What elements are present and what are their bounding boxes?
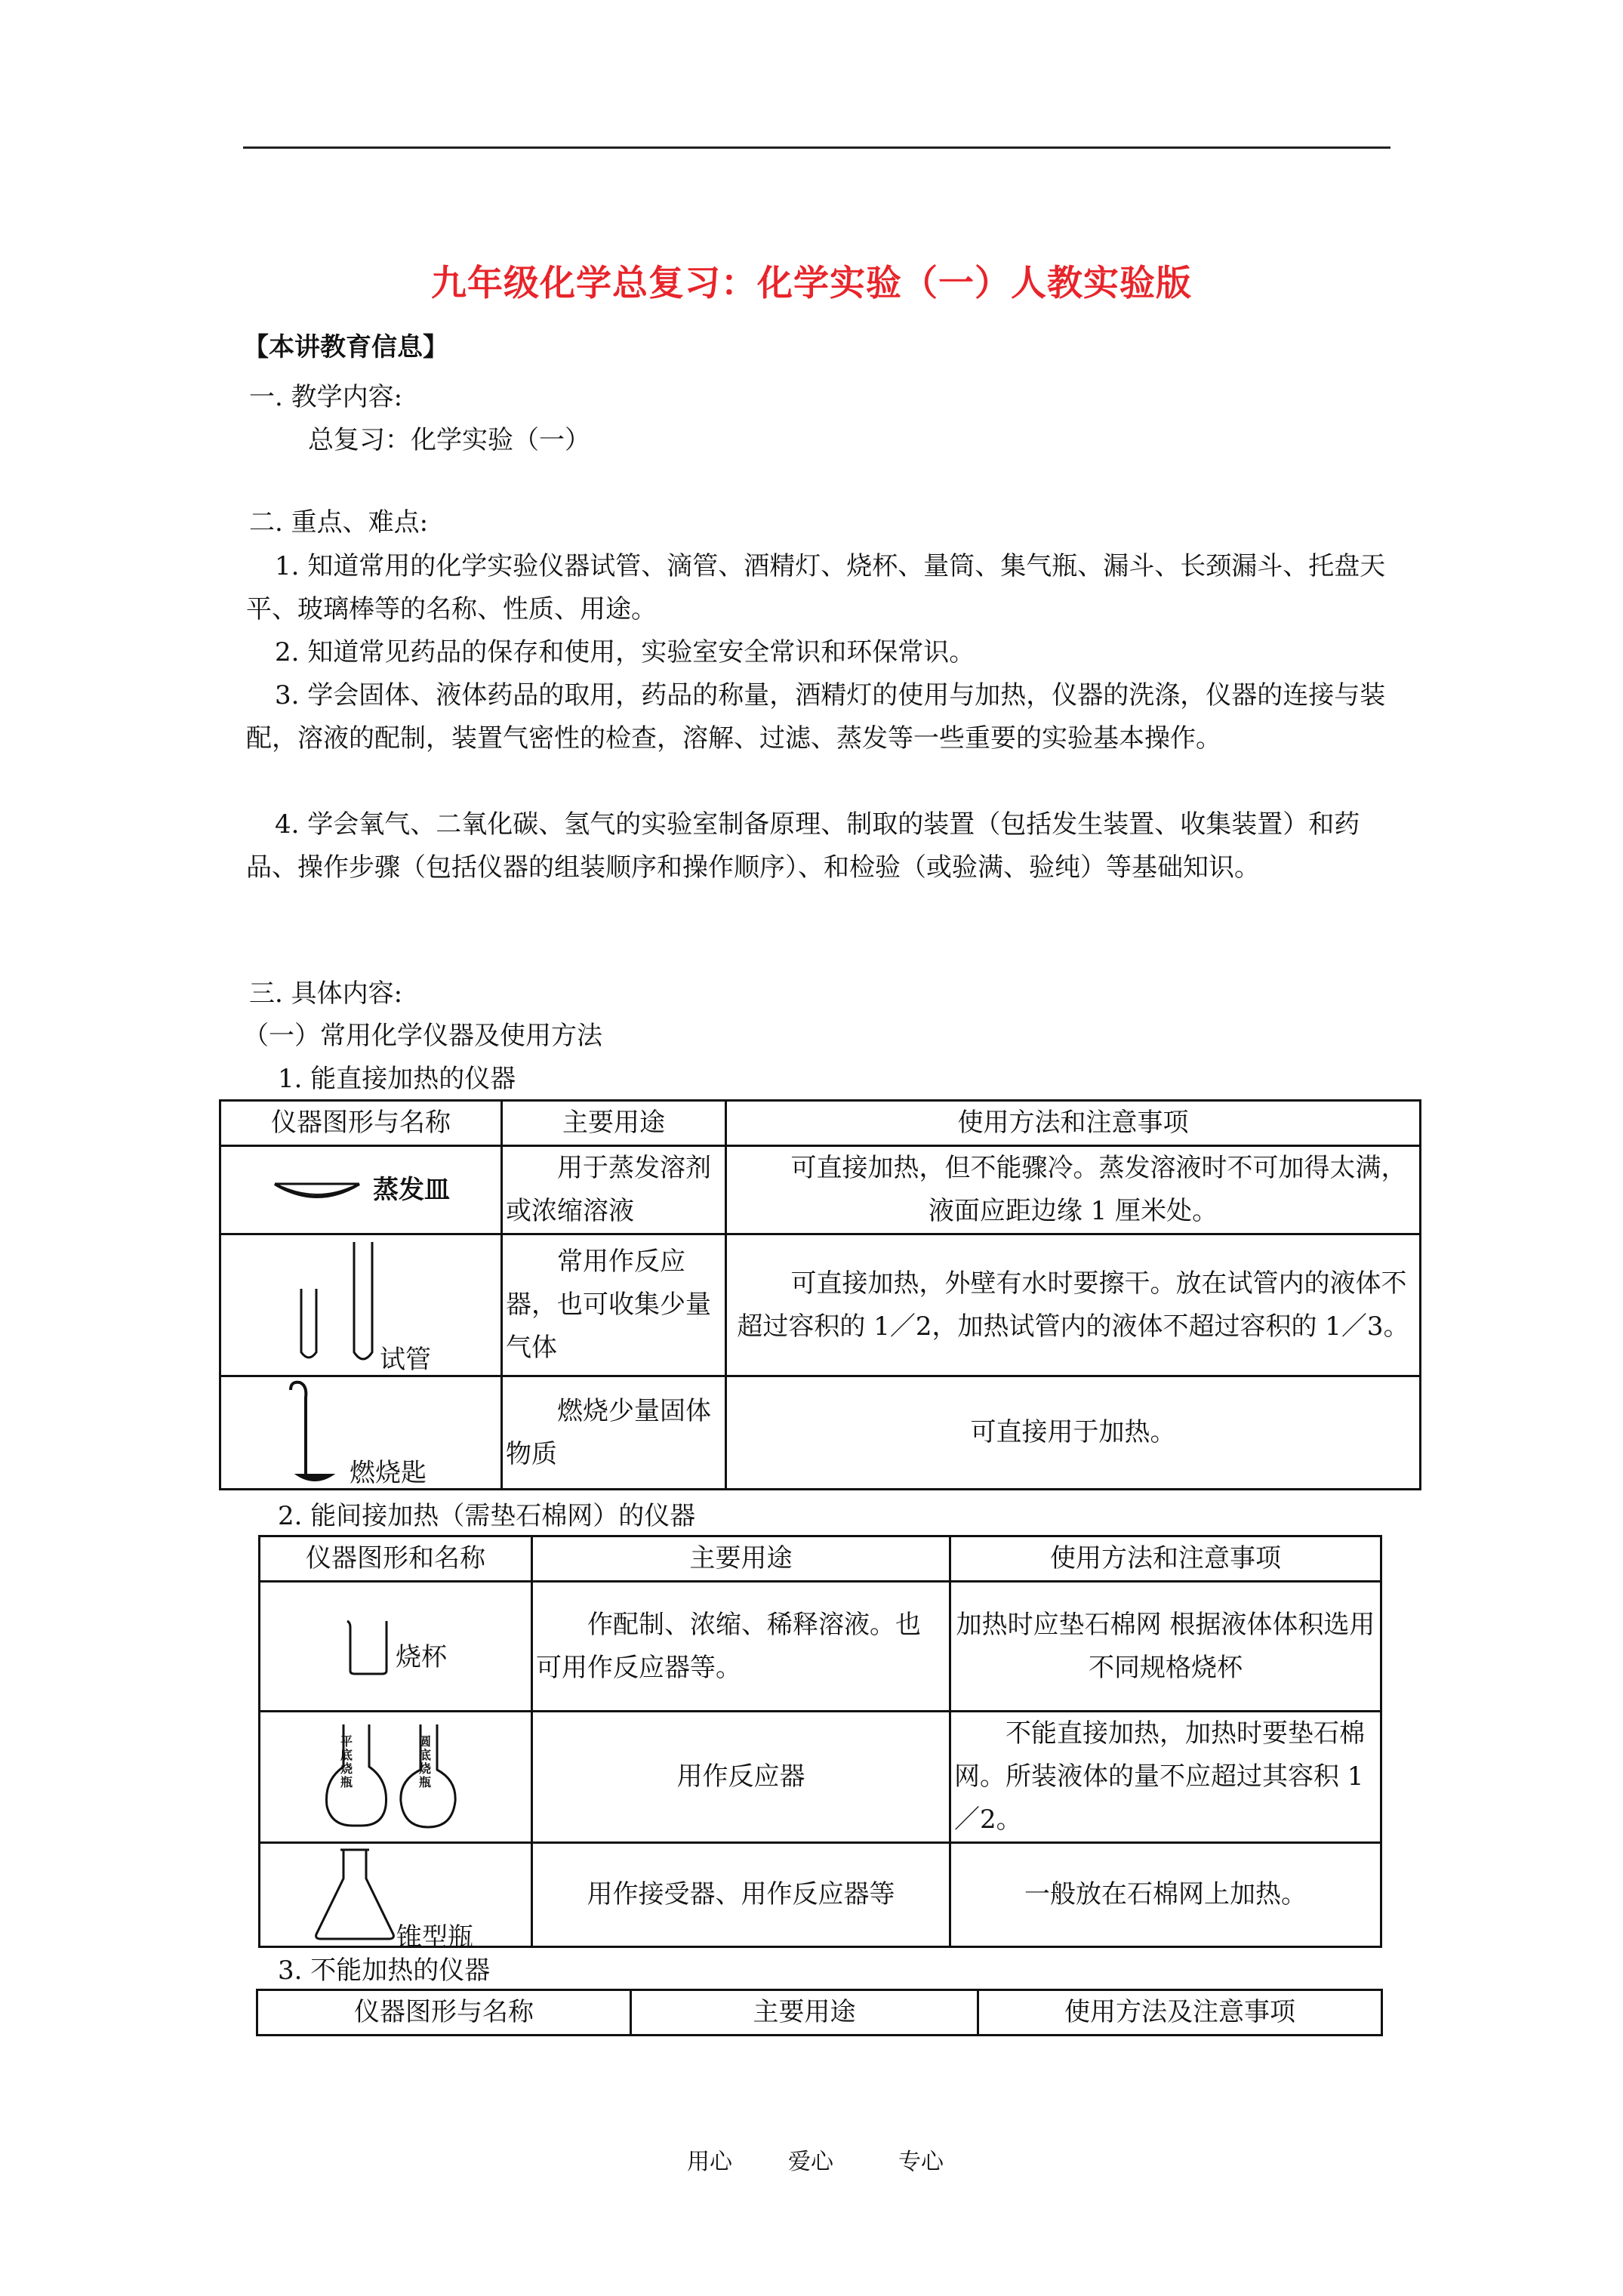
- s1-body: 总复习：化学实验（一）: [308, 425, 590, 455]
- instrument-name: 试管: [380, 1344, 431, 1375]
- table3-heading: 3. 不能加热的仪器: [278, 1955, 491, 1986]
- table-row: [260, 1843, 1381, 1947]
- instrument-cell: [220, 1234, 502, 1376]
- table-row: [220, 1146, 1421, 1234]
- col-header: 使用方法及注意事项: [978, 1990, 1382, 2036]
- table-row: [220, 1376, 1421, 1490]
- notes-cell: 一般放在石棉网上加热。: [950, 1843, 1381, 1947]
- table-row: [220, 1234, 1421, 1376]
- use-cell: 用作反应器: [532, 1712, 950, 1843]
- table-header-row: [220, 1101, 1421, 1146]
- col-header: 使用方法和注意事项: [726, 1101, 1421, 1146]
- use-cell: 作配制、浓缩、稀释溶液。也可用作反应器等。: [532, 1582, 950, 1712]
- point-4: 4. 学会氧气、二氧化碳、氢气的实验室制备原理、制取的装置（包括发生装置、收集装置）和药品、操作步骤（包括仪器的组装顺序和操作顺序）、和检验（或验满、验纯）等基础知识。: [246, 809, 1360, 883]
- table2-heading: 2. 能间接加热（需垫石棉网）的仪器: [278, 1501, 696, 1531]
- instrument-cell: [220, 1376, 502, 1490]
- table-direct-heating: [219, 1099, 1421, 1490]
- sub1-heading: （一）常用化学仪器及使用方法: [243, 1021, 602, 1051]
- footer-text: 专心: [898, 2149, 944, 2175]
- col-header: 主要用途: [502, 1101, 726, 1146]
- col-header: 仪器图形和名称: [260, 1536, 532, 1582]
- use-cell: 用于蒸发溶剂或浓缩溶液: [502, 1146, 726, 1234]
- instrument-name: 燃烧匙: [350, 1457, 427, 1488]
- point-3: 3. 学会固体、液体药品的取用，药品的称量，酒精灯的使用与加热，仪器的洗涤，仪器的连接与装配，溶液的配制，装置气密性的检查，溶解、过滤、蒸发等一些重要的实验基本操作。: [246, 680, 1386, 754]
- table-no-heating: [256, 1989, 1383, 2036]
- notes-cell: 可直接用于加热。: [726, 1376, 1421, 1490]
- flat-flask-label: 平底烧瓶: [340, 1734, 353, 1789]
- instrument-cell: [220, 1146, 502, 1234]
- beaker-icon: [344, 1616, 391, 1677]
- table1-heading: 1. 能直接加热的仪器: [278, 1064, 516, 1094]
- evaporating-dish-icon: [272, 1175, 362, 1205]
- col-header: 使用方法和注意事项: [950, 1536, 1381, 1582]
- instrument-name: 锥型瓶: [396, 1922, 473, 1952]
- s2-heading: 二. 重点、难点:: [249, 507, 429, 538]
- table-row: [260, 1582, 1381, 1712]
- table-header-row: [260, 1536, 1381, 1582]
- notes-cell: 加热时应垫石棉网 根据液体体积选用不同规格烧杯: [950, 1582, 1381, 1712]
- section-header: 【本讲教育信息】: [243, 332, 448, 362]
- instrument-name: 蒸发皿: [373, 1174, 450, 1205]
- notes-cell: 不能直接加热，加热时要垫石棉网。所装液体的量不应超过其容积 1／2。: [950, 1712, 1381, 1843]
- use-cell: 燃烧少量固体物质: [502, 1376, 726, 1490]
- s3-heading: 三. 具体内容:: [249, 978, 403, 1009]
- round-flask-label: 圆底烧瓶: [418, 1734, 431, 1789]
- use-cell: 常用作反应器，也可收集少量气体: [502, 1234, 726, 1376]
- s1-heading: 一. 教学内容:: [249, 382, 403, 412]
- table-row: [260, 1712, 1381, 1843]
- instrument-cell: [260, 1843, 532, 1952]
- point-2: 2. 知道常见药品的保存和使用，实验室安全常识和环保常识。: [275, 637, 975, 667]
- footer-text: 爱心: [788, 2149, 833, 2175]
- notes-cell: 可直接加热，外壁有水时要擦干。放在试管内的液体不超过容积的 1／2，加热试管内的液体不超过容积的 1／3。: [726, 1234, 1421, 1376]
- table-header-row: [257, 1990, 1382, 2036]
- page-title: 九年级化学总复习：化学实验（一）人教实验版: [431, 263, 1192, 304]
- point-1: 1. 知道常用的化学实验仪器试管、滴管、酒精灯、烧杯、量筒、集气瓶、漏斗、长颈漏斗、托盘天平、玻璃棒等的名称、性质、用途。: [246, 551, 1386, 624]
- col-header: 主要用途: [532, 1536, 950, 1582]
- footer-text: 用心: [687, 2149, 732, 2175]
- notes-cell: 可直接加热，但不能骤冷。蒸发溶液时不可加得太满，液面应距边缘 1 厘米处。: [726, 1146, 1421, 1234]
- instrument-cell: [260, 1712, 532, 1843]
- conical-flask-icon: [313, 1847, 396, 1940]
- instrument-name: 烧杯: [396, 1642, 447, 1672]
- test-tube-icon: [294, 1239, 384, 1372]
- col-header: 仪器图形与名称: [220, 1101, 502, 1146]
- header-rule: [243, 146, 1390, 149]
- use-cell: 用作接受器、用作反应器等: [532, 1843, 950, 1947]
- col-header: 主要用途: [631, 1990, 978, 2036]
- combustion-spoon-icon: [285, 1379, 337, 1485]
- col-header: 仪器图形与名称: [257, 1990, 631, 2036]
- table-indirect-heating: [258, 1535, 1382, 1952]
- instrument-cell: [260, 1582, 532, 1712]
